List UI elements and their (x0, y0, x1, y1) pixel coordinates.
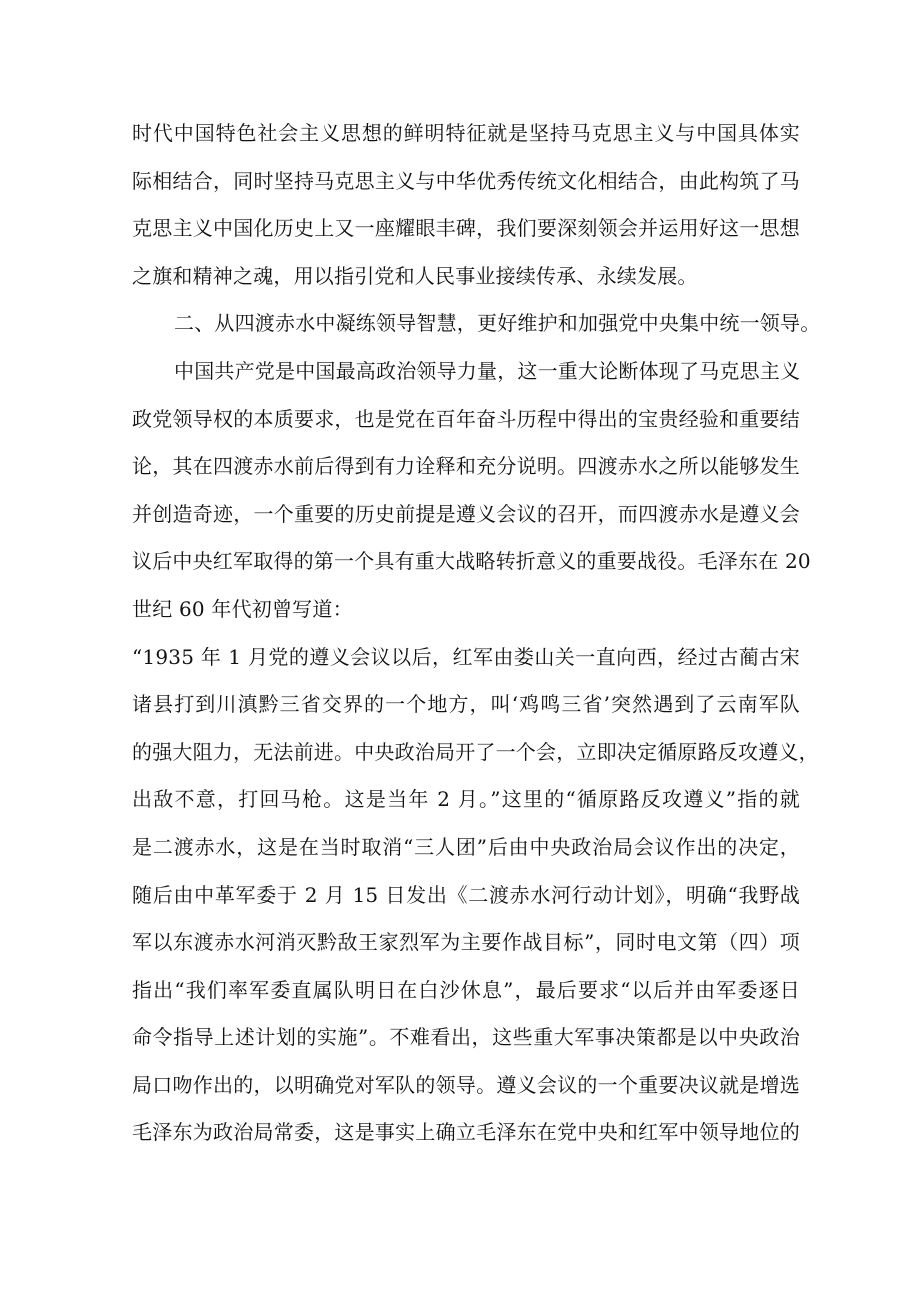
quote-line: “1935 年 1 月党的遵义会议以后，红军由娄山关一直向西，经过古蔺古宋 (132, 644, 800, 669)
text-line: 论，其在四渡赤水前后得到有力诠释和充分说明。四渡赤水之所以能够发生 (132, 454, 800, 479)
text-line: 的强大阻力，无法前进。中央政治局开了一个会，立即决定循原路反攻遵义， (132, 739, 819, 764)
body-text (132, 110, 821, 1157)
text-line: 命令指导上述计划的实施”。不难看出，这些重大军事决策都是以中央政治 (132, 1025, 800, 1050)
text-line: 际相结合，同时坚持马克思主义与中华优秀传统文化相结合，由此构筑了马 (132, 168, 800, 193)
text-line: 并创造奇迹，一个重要的历史前提是遵义会议的召开，而四渡赤水是遵义会 (132, 501, 800, 526)
text-line: 是二渡赤水，这是在当时取消“三人团”后由中央政治局会议作出的决定， (132, 834, 800, 859)
text-line: 世纪 60 年代初曾写道： (132, 596, 353, 621)
text-line: 指出“我们率军委直属队明日在白沙休息”，最后要求“以后并由军委逐日 (132, 977, 800, 1002)
text-line: 中国共产党是中国最高政治领导力量，这一重大论断体现了马克思主义 (174, 358, 801, 383)
text-line: 出敌不意，打回马枪。这是当年 2 月。”这里的“循原路反攻遵义”指的就 (132, 787, 800, 812)
text-line: 随后由中革军委于 2 月 15 日发出《二渡赤水河行动计划》，明确“我野战 (132, 882, 800, 907)
text-line: 议后中央红军取得的第一个具有重大战略转折意义的重要战役。毛泽东在 20 (132, 549, 811, 574)
text-line: 军以东渡赤水河消灭黔敌王家烈军为主要作战目标”，同时电文第（四）项 (132, 930, 800, 955)
text-line: 克思主义中国化历史上又一座耀眼丰碑，我们要深刻领会并运用好这一思想 (132, 216, 800, 241)
text-line: 毛泽东为政治局常委，这是事实上确立毛泽东在党中央和红军中领导地位的 (132, 1120, 800, 1145)
text-line: 诸县打到川滇黔三省交界的一个地方，叫‘鸡鸣三省’突然遇到了云南军队 (132, 692, 800, 717)
text-line: 时代中国特色社会主义思想的鲜明特征就是坚持马克思主义与中国具体实 (132, 121, 800, 145)
text-line: 之旗和精神之魂，用以指引党和人民事业接续传承、永续发展。 (132, 263, 698, 288)
text-line: 局口吻作出的，以明确党对军队的领导。遵义会议的一个重要决议就是增选 (132, 1072, 800, 1097)
text-line: 政党领导权的本质要求，也是党在百年奋斗历程中得出的宝贵经验和重要结 (132, 406, 800, 431)
section-heading: 二、从四渡赤水中凝练领导智慧，更好维护和加强党中央集中统一领导。 (174, 311, 821, 336)
